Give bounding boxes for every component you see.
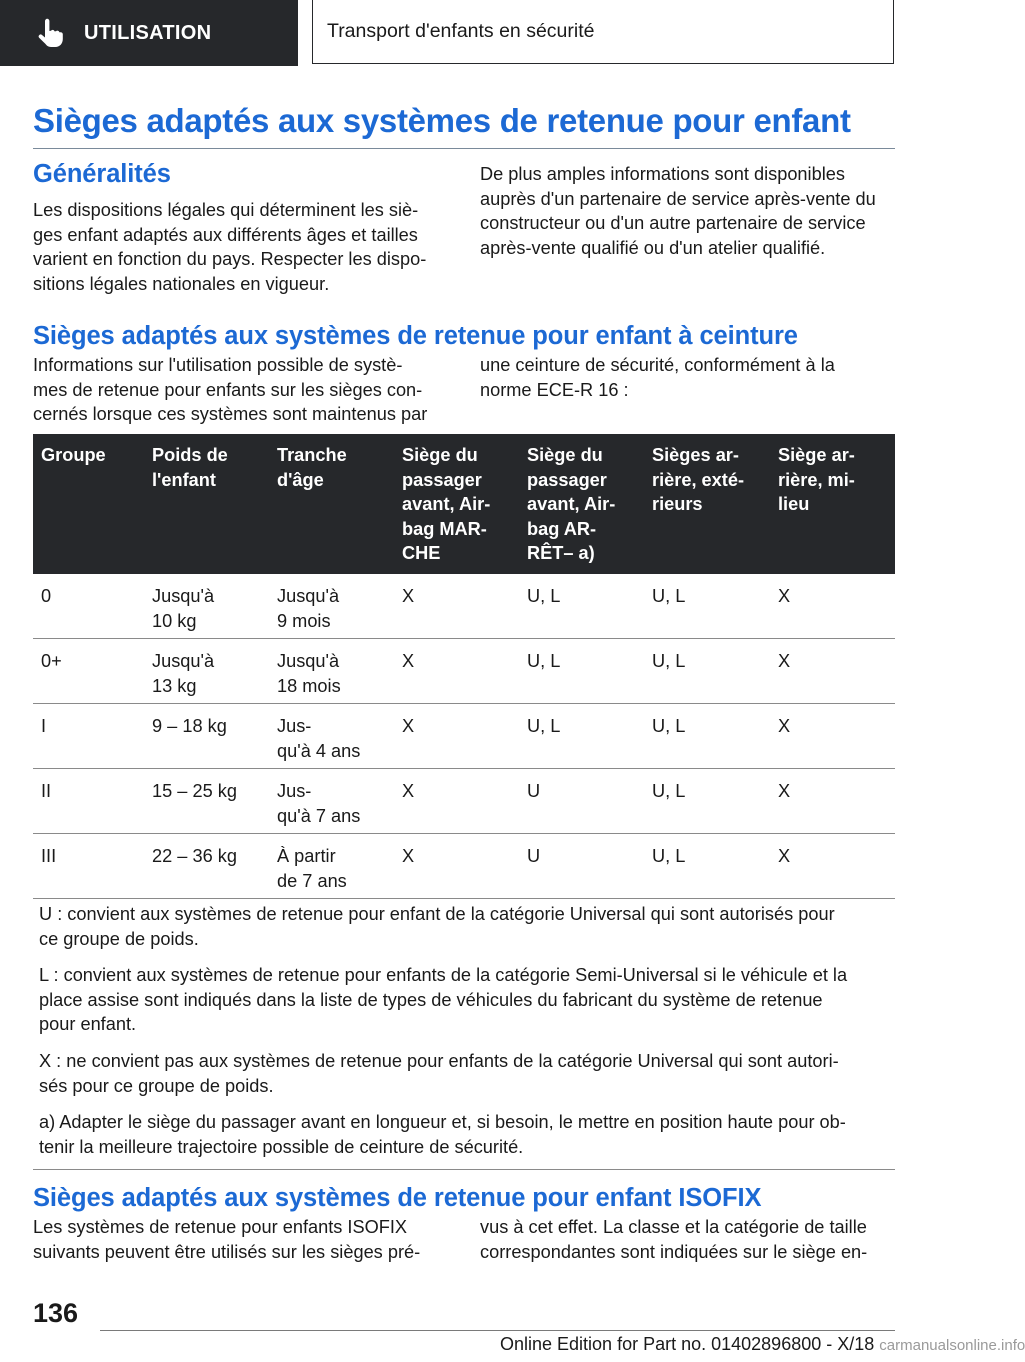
text-line: rière, mi‐ bbox=[778, 469, 855, 490]
table-cell bbox=[33, 834, 144, 899]
text-line: Jusqu'à bbox=[277, 585, 340, 606]
text-line: Poids de bbox=[152, 445, 228, 465]
text-line: À partir bbox=[277, 846, 336, 867]
text-line: 9 mois bbox=[277, 610, 331, 631]
chapter-title: Transport d'enfants en sécurité bbox=[327, 20, 595, 42]
table-cell bbox=[770, 769, 895, 834]
table-cell bbox=[144, 574, 269, 639]
text-line: vus à cet effet. La classe et la catégorie de taille bbox=[480, 1217, 867, 1237]
text-line: U, L bbox=[527, 651, 561, 672]
generalites-heading: Généralités bbox=[33, 160, 171, 188]
text-line: U : convient aux systèmes de retenue pour enfant de la catégorie Universal qui sont autorisés pour bbox=[39, 904, 835, 924]
table-cell bbox=[33, 574, 144, 639]
isofix-right-text bbox=[480, 1215, 895, 1264]
text-line: rieurs bbox=[652, 494, 703, 515]
table-cell bbox=[394, 704, 519, 769]
table-cell bbox=[770, 704, 895, 769]
text-line: U bbox=[527, 846, 541, 867]
table-cell bbox=[144, 769, 269, 834]
footer-rule bbox=[100, 1330, 895, 1331]
text-line: X bbox=[402, 716, 415, 737]
text-line: ges enfant adaptés aux différents âges et tailles bbox=[33, 224, 418, 245]
text-line: l'enfant bbox=[152, 469, 216, 490]
text-line: rière, exté‐ bbox=[652, 469, 745, 490]
table-cell bbox=[519, 639, 644, 704]
text-line: bag AR‐ bbox=[527, 518, 597, 539]
column-header bbox=[144, 434, 269, 574]
text-line: RÊT– a) bbox=[527, 543, 595, 564]
text-line: passager bbox=[402, 469, 482, 490]
text-line: U, L bbox=[652, 781, 686, 802]
text-line: avant, Air‐ bbox=[527, 494, 616, 515]
text-line: constructeur ou d'un autre partenaire de service bbox=[480, 213, 866, 234]
hand-pointer-icon bbox=[36, 18, 66, 48]
table-header-row bbox=[33, 434, 895, 574]
text-line: 0+ bbox=[41, 651, 62, 672]
text-line: Jusqu'à bbox=[152, 585, 215, 606]
generalites-right-text bbox=[480, 162, 895, 260]
text-line: 9 – 18 kg bbox=[152, 716, 227, 737]
text-line: 22 – 36 kg bbox=[152, 846, 237, 867]
text-line: X bbox=[778, 585, 791, 606]
chapter-box bbox=[312, 0, 894, 64]
text-line: pour enfant. bbox=[39, 1014, 137, 1035]
text-line: varient en fonction du pays. Respecter les dispo‐ bbox=[33, 249, 427, 270]
table-cell bbox=[394, 574, 519, 639]
text-line: 10 kg bbox=[152, 610, 197, 631]
note-item bbox=[33, 1043, 895, 1104]
table-cell bbox=[269, 574, 394, 639]
text-line: après-vente qualifié ou d'un atelier qualifié. bbox=[480, 237, 826, 258]
table-cell bbox=[394, 834, 519, 899]
generalites-left-text bbox=[33, 198, 453, 296]
table-cell bbox=[269, 769, 394, 834]
text-line: X bbox=[402, 585, 415, 606]
text-line: tenir la meilleure trajectoire possible de ceinture de sécurité. bbox=[39, 1136, 524, 1157]
text-line: Tranche bbox=[277, 445, 347, 465]
text-line: qu'à 4 ans bbox=[277, 741, 361, 762]
column-header bbox=[770, 434, 895, 574]
note-item bbox=[33, 896, 895, 957]
text-line: U, L bbox=[652, 585, 686, 606]
text-line: U, L bbox=[652, 716, 686, 737]
text-line: X bbox=[778, 716, 791, 737]
ceinture-left-text bbox=[33, 353, 453, 427]
table-cell bbox=[519, 769, 644, 834]
table-cell bbox=[394, 769, 519, 834]
table-cell bbox=[394, 639, 519, 704]
text-line: cernés lorsque ces systèmes sont maintenus par bbox=[33, 404, 428, 425]
watermark-text: carmanualsonline.info bbox=[879, 1337, 1025, 1354]
text-line: 15 – 25 kg bbox=[152, 781, 237, 802]
text-line: qu'à 7 ans bbox=[277, 806, 361, 827]
table-cell bbox=[33, 704, 144, 769]
table-row bbox=[33, 574, 895, 639]
text-line: suivants peuvent être utilisés sur les sièges pré‐ bbox=[33, 1241, 421, 1262]
text-line: Siège du bbox=[527, 445, 603, 465]
text-line: de 7 ans bbox=[277, 871, 347, 892]
table-cell bbox=[519, 574, 644, 639]
child-seat-table bbox=[33, 434, 895, 899]
table-cell bbox=[33, 639, 144, 704]
table-cell bbox=[144, 834, 269, 899]
text-line: place assise sont indiqués dans la liste de types de véhicules du fabricant du système de retenue bbox=[39, 989, 823, 1010]
column-header bbox=[269, 434, 394, 574]
text-line: X : ne convient pas aux systèmes de retenue pour enfants de la catégorie Universal qui sont autori‐ bbox=[39, 1050, 839, 1071]
table-row bbox=[33, 639, 895, 704]
text-line: Jusqu'à bbox=[152, 651, 215, 672]
column-header bbox=[519, 434, 644, 574]
text-line: Siège ar‐ bbox=[778, 445, 855, 465]
text-line: une ceinture de sécurité, conformément à la bbox=[480, 355, 835, 375]
table-cell bbox=[269, 834, 394, 899]
table-cell bbox=[269, 639, 394, 704]
text-line: norme ECE-R 16 : bbox=[480, 379, 629, 400]
text-line: sitions légales nationales en vigueur. bbox=[33, 273, 330, 294]
table-row bbox=[33, 769, 895, 834]
section-tab bbox=[0, 0, 298, 66]
text-line: 13 kg bbox=[152, 676, 197, 697]
text-line: I bbox=[41, 716, 47, 737]
table-cell bbox=[644, 574, 770, 639]
table-cell bbox=[33, 769, 144, 834]
text-line: U, L bbox=[652, 846, 686, 867]
table-cell bbox=[644, 769, 770, 834]
text-line: X bbox=[778, 846, 791, 867]
text-line: X bbox=[778, 781, 791, 802]
text-line: 0 bbox=[41, 585, 52, 606]
ceinture-right-text bbox=[480, 353, 895, 402]
text-line: avant, Air‐ bbox=[402, 494, 491, 515]
section-title: UTILISATION bbox=[84, 21, 212, 44]
text-line: L : convient aux systèmes de retenue pour enfants de la catégorie Semi-Universal si le véhicule et la bbox=[39, 965, 848, 986]
text-line: sés pour ce groupe de poids. bbox=[39, 1075, 274, 1096]
text-line: X bbox=[402, 846, 415, 867]
text-line: II bbox=[41, 781, 52, 802]
text-line: U, L bbox=[527, 716, 561, 737]
table-cell bbox=[770, 574, 895, 639]
table-cell bbox=[519, 704, 644, 769]
table-cell bbox=[770, 834, 895, 899]
table-cell bbox=[144, 704, 269, 769]
table-cell bbox=[644, 704, 770, 769]
text-line: bag MAR‐ bbox=[402, 518, 487, 539]
table-cell bbox=[269, 704, 394, 769]
text-line: III bbox=[41, 846, 57, 867]
text-line: U, L bbox=[652, 651, 686, 672]
text-line: Jusqu'à bbox=[277, 651, 340, 672]
note-item bbox=[33, 1104, 895, 1165]
text-line: Les systèmes de retenue pour enfants ISOFIX bbox=[33, 1217, 408, 1237]
text-line: lieu bbox=[778, 494, 810, 515]
text-line: Jus‐ bbox=[277, 781, 312, 802]
text-line: X bbox=[778, 651, 791, 672]
text-line: Jus‐ bbox=[277, 716, 312, 737]
table-cell bbox=[519, 834, 644, 899]
column-header bbox=[644, 434, 770, 574]
table-cell bbox=[144, 639, 269, 704]
note-item bbox=[33, 957, 895, 1043]
table-row bbox=[33, 704, 895, 769]
text-line: De plus amples informations sont disponibles bbox=[480, 164, 845, 184]
table-notes bbox=[33, 896, 895, 1170]
table-cell bbox=[770, 639, 895, 704]
text-line: U bbox=[527, 781, 541, 802]
column-header bbox=[394, 434, 519, 574]
table-cell bbox=[644, 639, 770, 704]
table-row bbox=[33, 834, 895, 899]
text-line: Groupe bbox=[41, 445, 106, 465]
text-line: auprès d'un partenaire de service après-vente du bbox=[480, 188, 876, 209]
table-body bbox=[33, 574, 895, 899]
page-number: 136 bbox=[33, 1298, 79, 1328]
page-header bbox=[0, 0, 960, 66]
text-line: mes de retenue pour enfants sur les sièges con‐ bbox=[33, 379, 423, 400]
page-title: Sièges adaptés aux systèmes de retenue pour enfant bbox=[33, 102, 895, 149]
column-header bbox=[33, 434, 144, 574]
text-line: Informations sur l'utilisation possible de systè‐ bbox=[33, 355, 403, 375]
text-line: Les dispositions légales qui déterminent les siè‐ bbox=[33, 200, 419, 220]
isofix-heading: Sièges adaptés aux systèmes de retenue pour enfant ISOFIX bbox=[33, 1184, 762, 1212]
edition-text: Online Edition for Part no. 01402896800 - X/18 bbox=[500, 1334, 875, 1354]
text-line: correspondantes sont indiquées sur le siège en‐ bbox=[480, 1241, 868, 1262]
isofix-left-text bbox=[33, 1215, 453, 1264]
text-line: 18 mois bbox=[277, 676, 341, 697]
text-line: Sièges ar‐ bbox=[652, 445, 739, 465]
text-line: U, L bbox=[527, 585, 561, 606]
text-line: X bbox=[402, 781, 415, 802]
text-line: a) Adapter le siège du passager avant en longueur et, si besoin, le mettre en position haute pour ob‐ bbox=[39, 1112, 846, 1133]
text-line: passager bbox=[527, 469, 607, 490]
text-line: ce groupe de poids. bbox=[39, 928, 199, 949]
text-line: CHE bbox=[402, 543, 441, 564]
ceinture-heading: Sièges adaptés aux systèmes de retenue pour enfant à ceinture bbox=[33, 322, 798, 350]
footer-edition bbox=[500, 1334, 1025, 1355]
table-cell bbox=[644, 834, 770, 899]
text-line: Siège du bbox=[402, 445, 478, 465]
text-line: X bbox=[402, 651, 415, 672]
text-line: d'âge bbox=[277, 469, 324, 490]
